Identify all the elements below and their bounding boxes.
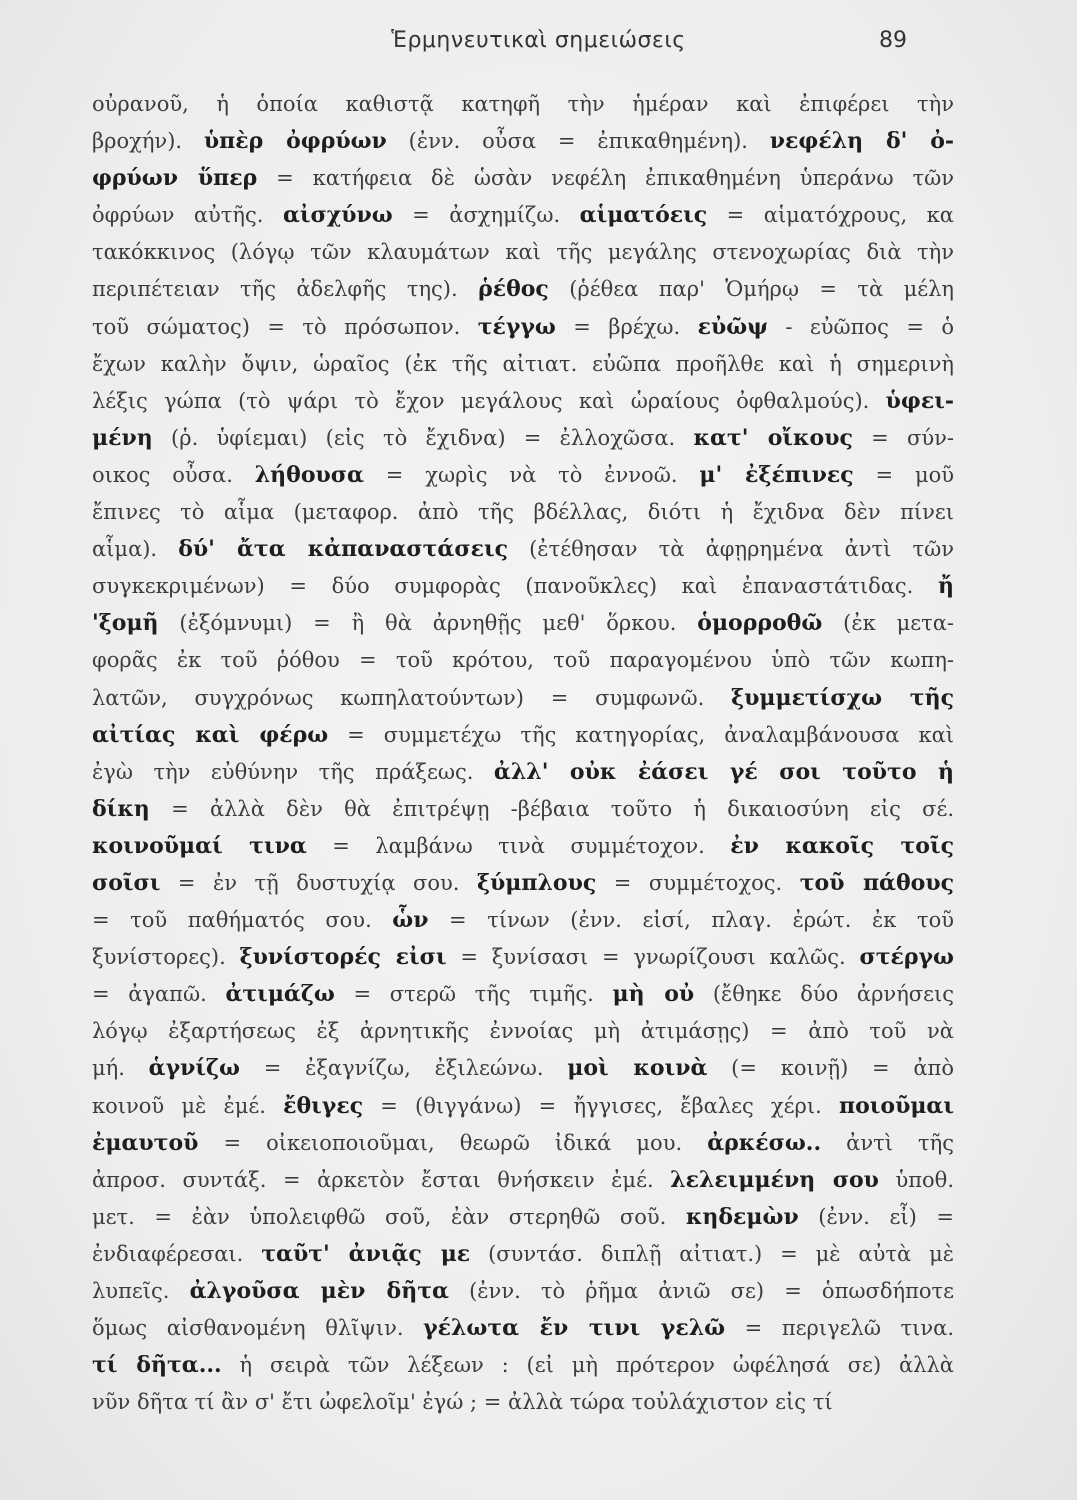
gloss-text: (συντάσ. διπλῇ αἰτιατ.) = μὲ αὐτὰ μὲ [470,1241,954,1266]
lemma-term: ἐν κακοῖς τοῖς [730,832,954,859]
gloss-text: (ἔθηκε δύο ἀρνήσεις [694,982,954,1007]
lemma-term: 'ξομῆ [92,610,159,637]
gloss-text: λατῶν, συγχρόνως κωπηλατούντων) = συμφωνῶ. [92,685,732,710]
lemma-term: τέγγω [477,313,556,340]
gloss-text: οὐρανοῦ, ἡ ὁποία καθιστᾷ κατηφῆ τὴν ἡμέραν καὶ ἐπιφέρει τὴν [92,92,954,116]
text-line [92,346,954,383]
gloss-text: (ἐκ μετα- [822,611,954,636]
gloss-text: (ἐνν. εἶ) = [798,1204,954,1229]
text-line [92,1236,954,1273]
text-line [92,1347,954,1384]
lemma-term: μὴ οὐ [612,981,695,1008]
gloss-text: - εὐῶπος = ὁ [767,314,954,339]
text-line [92,754,954,791]
gloss-text: (ἐτέθησαν τὰ ἀφῃρημένα ἀντὶ τῶν [508,537,954,562]
text-line [92,457,954,494]
running-title: Ἑρμηνευτικαὶ σημειώσεις [391,28,686,53]
gloss-text: ἀντὶ τῆς [821,1130,954,1155]
text-line [92,1013,954,1050]
text-line [92,234,954,271]
lemma-term: μοὶ κοινὰ [567,1055,708,1082]
text-line [92,902,954,939]
gloss-text: = οἰκειοποιοῦμαι, θεωρῶ ἰδικά μου. [198,1130,708,1155]
gloss-text: = τοῦ παθήματός σου. [92,908,393,933]
gloss-text: τοῦ σώματος) = τὸ πρόσωπον. [92,314,478,339]
lemma-term: γέλωτα ἔν τινι γελῶ [423,1315,726,1342]
gloss-text: περιπέτειαν τῆς ἀδελφῆς της). [92,277,479,302]
text-line [92,1050,954,1087]
gloss-text: ὑποθ. [878,1167,954,1192]
lemma-term: ἀρκέσω.. [707,1129,822,1156]
gloss-text: κοινοῦ μὲ ἐμέ. [92,1093,284,1118]
text-line [92,865,954,902]
lemma-term: αἱματόεις [579,202,708,229]
gloss-text: μετ. = ἐὰν ὑπολειφθῶ σοῦ, ἐὰν στερηθῶ σοῦ. [92,1204,686,1229]
lemma-term: κηδεμὼν [685,1203,799,1230]
lemma-term: τοῦ πάθους [799,869,954,896]
gloss-text: ἐγὼ τὴν εὐθύνην τῆς πράξεως. [92,759,494,784]
text-line [92,568,954,605]
text-line [92,1310,954,1347]
lemma-term: ἔθιγες [283,1092,364,1119]
gloss-text: = ἐξαγνίζω, ἐξιλεώνω. [240,1056,568,1081]
gloss-text: ἐνδιαφέρεσαι. [92,1241,262,1266]
gloss-text: αἷμα). [92,537,179,562]
gloss-text: = ἀλλὰ δὲν θὰ ἐπιτρέψῃ -βέβαια τοῦτο ἡ δικαιοσύνη εἰς σέ. [149,796,954,821]
gloss-text: ἡ σειρὰ τῶν λέξεων : (εἰ μὴ πρότερον ὠφέλησά σε) ἀλλὰ [221,1353,954,1378]
gloss-text: = σύν- [852,425,954,450]
gloss-text: = συμμετέχω τῆς κατηγορίας, ἀναλαμβάνουσα καὶ [328,722,954,747]
lemma-term: ὑπὲρ ὀφρύων [203,128,387,155]
text-line [92,1384,954,1421]
text-line [92,791,954,828]
gloss-text: φορᾶς ἐκ τοῦ ῥόθου = τοῦ κρότου, τοῦ παραγομένου ὑπὸ τῶν κωπη- [92,648,954,673]
text-line [92,494,954,531]
gloss-text: = λαμβάνω τινὰ συμμέτοχον. [306,833,731,858]
lemma-term: τί δῆτα... [92,1352,222,1379]
lemma-term: στέργω [859,944,954,971]
gloss-text: συγκεκριμένων) = δύο συμφορὰς (πανοῦκλες) καὶ ἐπαναστάτιδας. [92,574,938,599]
text-line [92,642,954,679]
lemma-term: κατ' οἴκους [693,424,853,451]
gloss-text: ὅμως αἰσθανομένη θλῖψιν. [92,1316,424,1341]
gloss-text: λυπεῖς. [92,1279,190,1303]
lemma-term: φρύων ὕπερ [92,165,258,192]
gloss-text: (ἐνν. οὖσα = ἐπικαθημένη). [386,129,770,154]
text-line [92,680,954,717]
text-line [92,605,954,642]
text-line [92,271,954,308]
lemma-term: ἀλγοῦσα μὲν δῆτα [189,1278,449,1304]
lemma-term: αἰσχύνω [282,202,393,229]
text-line [92,420,954,457]
lemma-term: ἐμαυτοῦ [92,1129,199,1156]
gloss-text: λέξις γώπα (τὸ ψάρι τὸ ἔχον μεγάλους καὶ ὡραίους ὀφθαλμούς). [92,388,886,413]
text-line [92,1162,954,1199]
text-line [92,531,954,568]
lemma-term: ὧν [392,907,429,934]
gloss-text: = στερῶ τῆς τιμῆς. [334,982,613,1007]
gloss-text: ὀφρύων αὐτῆς. [92,203,283,228]
text-line [92,1088,954,1125]
gloss-text: νῦν δῆτα τί ἂν σ' ἔτι ὠφελοῖμ' ἐγώ ; = ἀλλὰ τώρα τοὐλάχιστον εἰς τί [92,1390,833,1415]
gloss-text: = χωρὶς νὰ τὸ ἐννοῶ. [363,462,700,487]
gloss-text: = τίνων (ἐνν. εἰσί, πλαγ. ἐρώτ. ἐκ τοῦ [428,908,954,933]
lemma-term: μ' ἐξέπινες [699,461,854,488]
gloss-text: ἔχων καλὴν ὄψιν, ὡραῖος (ἐκ τῆς αἰτιατ. εὐῶπα προῆλθε καὶ ἡ σημερινὴ [92,351,954,376]
gloss-text: = ἀγαπῶ. [92,982,226,1007]
gloss-text: = (θιγγάνω) = ἤγγισες, ἔβαλες χέρι. [363,1093,839,1118]
lemma-term: δύ' ἄτα κἀπαναστάσεις [178,536,508,563]
lemma-term: ξυνίστορές εἰσι [239,944,447,971]
gloss-text: οικος οὖσα. [92,462,255,487]
lemma-term: εὐῶψ [697,313,768,340]
gloss-text: (ῥέθεα παρ' Ὁμήρῳ = τὰ μέλη [548,277,954,302]
lemma-term: λήθουσα [254,461,364,488]
gloss-text: τακόκκινος (λόγῳ τῶν κλαυμάτων καὶ τῆς μεγάλης στενοχωρίας διὰ τὴν [92,240,954,265]
lemma-term: νεφέλη δ' ὀ- [769,128,954,155]
gloss-text: = μοῦ [853,462,954,487]
text-line [92,86,954,123]
lemma-term: ὑφει- [885,387,954,414]
lemma-term: ξύμπλους [476,869,597,896]
gloss-text: = συμμέτοχος. [596,870,800,895]
lemma-term: δίκη [92,795,150,822]
lemma-term: ῥέθος [478,276,549,303]
text-line [92,828,954,865]
gloss-text: λόγῳ ἐξαρτήσεως ἐξ ἀρνητικῆς ἐννοίας μὴ ἀτιμάσῃς) = ἀπὸ τοῦ νὰ [92,1019,954,1044]
gloss-text: = ἀσχημίζω. [392,203,580,228]
gloss-text: μή. [92,1056,149,1081]
lemma-term: λελειμμένη σου [670,1166,879,1193]
text-line [92,939,954,976]
lemma-term: ταῦτ' ἀνιᾷς με [261,1240,471,1267]
gloss-text: (= κοινῇ) = ἀπὸ [707,1056,954,1081]
gloss-text: ἀπροσ. συντάξ. = ἀρκετὸν ἔσται θνήσκειν ἐμέ. [92,1167,671,1192]
text-line [92,1125,954,1162]
commentary-text [92,86,954,1421]
gloss-text: = βρέχω. [555,314,698,339]
lemma-term: ἁγνίζω [148,1055,240,1082]
gloss-text: (ἐξόμνυμι) = ἢ θὰ ἀρνηθῇς μεθ' ὅρκου. [158,611,698,636]
gloss-text: = ξυνίσασι = γνωρίζουσι καλῶς. [446,945,860,970]
text-line [92,717,954,754]
lemma-term: ἀτιμάζω [225,981,335,1008]
gloss-text: = κατήφεια δὲ ὡσὰν νεφέλη ἐπικαθημένη ὑπεράνω τῶν [257,166,954,191]
text-line [92,1199,954,1236]
text-line [92,383,954,420]
gloss-text: = αἱματόχρους, κα [707,203,954,228]
lemma-term: ξυμμετίσχω τῆς [731,684,954,711]
gloss-text: ἔπινες τὸ αἷμα (μεταφορ. ἀπὸ τῆς βδέλλας, διότι ἡ ἔχιδνα δὲν πίνει [92,500,954,525]
gloss-text: = περιγελῶ τινα. [725,1316,954,1341]
lemma-term: αἰτίας καὶ φέρω [92,721,329,748]
gloss-text: βροχήν). [92,129,204,154]
gloss-text: = ἐν τῇ δυστυχίᾳ σου. [160,870,477,895]
gloss-text: (ἐνν. τὸ ῥῆμα ἀνιῶ σε) = ὁπωσδήποτε [448,1279,954,1303]
text-line [92,309,954,346]
text-line [92,197,954,234]
page-number: 89 [879,28,907,53]
lemma-term: σοῖσι [92,869,161,896]
gloss-text: ξυνίστορες). [92,945,240,970]
lemma-term: ἤ [938,573,954,600]
text-line [92,123,954,160]
page-header [0,24,1077,64]
lemma-term: μένη [92,424,153,451]
text-line [92,976,954,1013]
lemma-term: ποιοῦμαι [838,1092,954,1119]
lemma-term: ὁμορροθῶ [697,610,823,637]
lemma-term: κοινοῦμαί τινα [92,832,307,859]
text-line [92,160,954,197]
gloss-text: (ῥ. ὑφίεμαι) (εἰς τὸ ἔχιδνα) = ἐλλοχῶσα. [152,425,694,450]
lemma-term: ἀλλ' οὐκ ἐάσει γέ σοι τοῦτο ἡ [493,758,954,785]
text-line [92,1273,954,1310]
